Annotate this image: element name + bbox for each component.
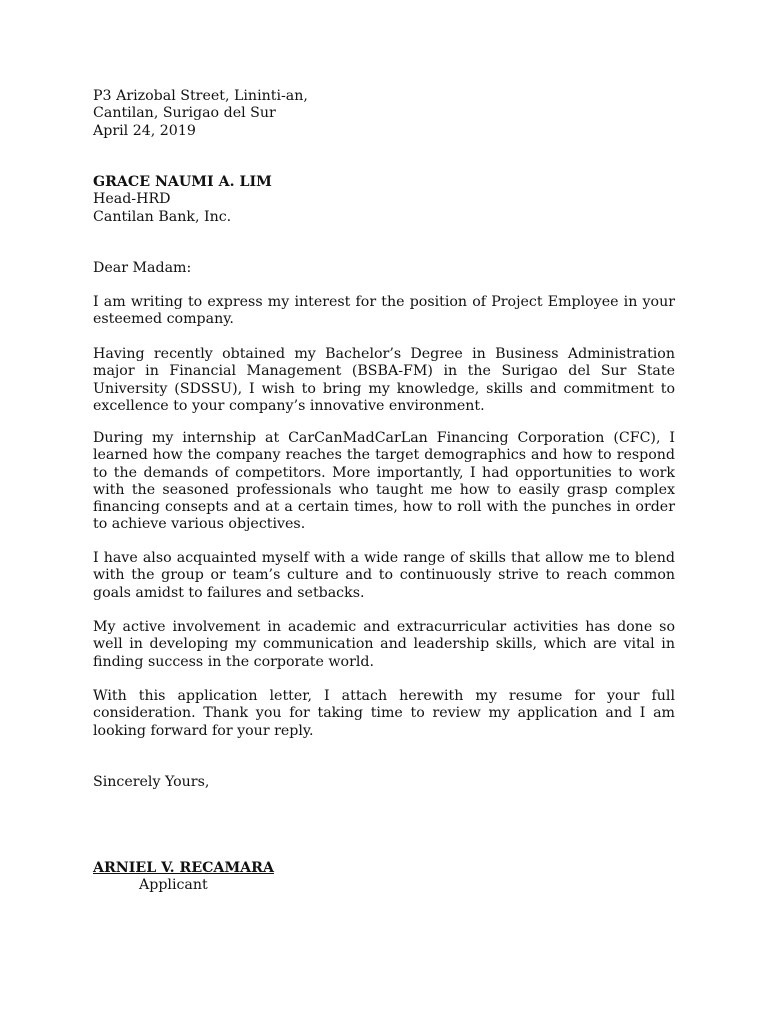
salutation: Dear Madam: [93,260,192,276]
recipient-company: Cantilan Bank, Inc. [93,208,232,225]
sender-address [93,88,675,140]
recipient-block [93,174,675,226]
letter-date: April 24, 2019 [93,122,196,139]
sender-street: P3 Arizobal Street, Lininti-an, [93,88,308,104]
paragraph-internship: During my internship at CarCanMadCarLan Financing Corporation (CFC), I learned how the company reaches the target demographics and how to respond to the demands of competitors. More importantly, I had opportunities to work with the seasoned professionals who taught me how to easily grasp complex financing consepts and at a certain times, how to roll with the punches in order to achieve various objectives. [93,430,675,533]
paragraph-involvement: My active involvement in academic and extracurricular activities has done so well in developing my communication and leadership skills, which are vital in finding success in the corporate world. [93,619,675,670]
signatory-role: Applicant [139,877,208,894]
recipient-name: GRACE NAUMI A. LIM [93,174,272,190]
sender-city: Cantilan, Surigao del Sur [93,105,276,122]
closing: Sincerely Yours, [93,774,210,790]
signature-block [93,860,675,895]
paragraph-closing: With this application letter, I attach herewith my resume for your full consideration. Thank you for taking time to review my application and I am looking forward for your reply. [93,688,675,739]
signatory-name: ARNIEL V. RECAMARA [93,860,274,876]
paragraph-skills: I have also acquainted myself with a wide range of skills that allow me to blend with the group or team’s culture and to continuously strive to reach common goals amidst to failures and setbacks. [93,550,675,601]
paragraph-degree: Having recently obtained my Bachelor’s Degree in Business Administration major in Financial Management (BSBA-FM) in the Surigao del Sur State University (SDSSU), I wish to bring my knowledge, skills and commitment to excellence to your company’s innovative environment. [93,346,675,414]
recipient-title: Head-HRD [93,191,171,208]
paragraph-interest: I am writing to express my interest for the position of Project Employee in your esteemed company. [93,294,675,328]
